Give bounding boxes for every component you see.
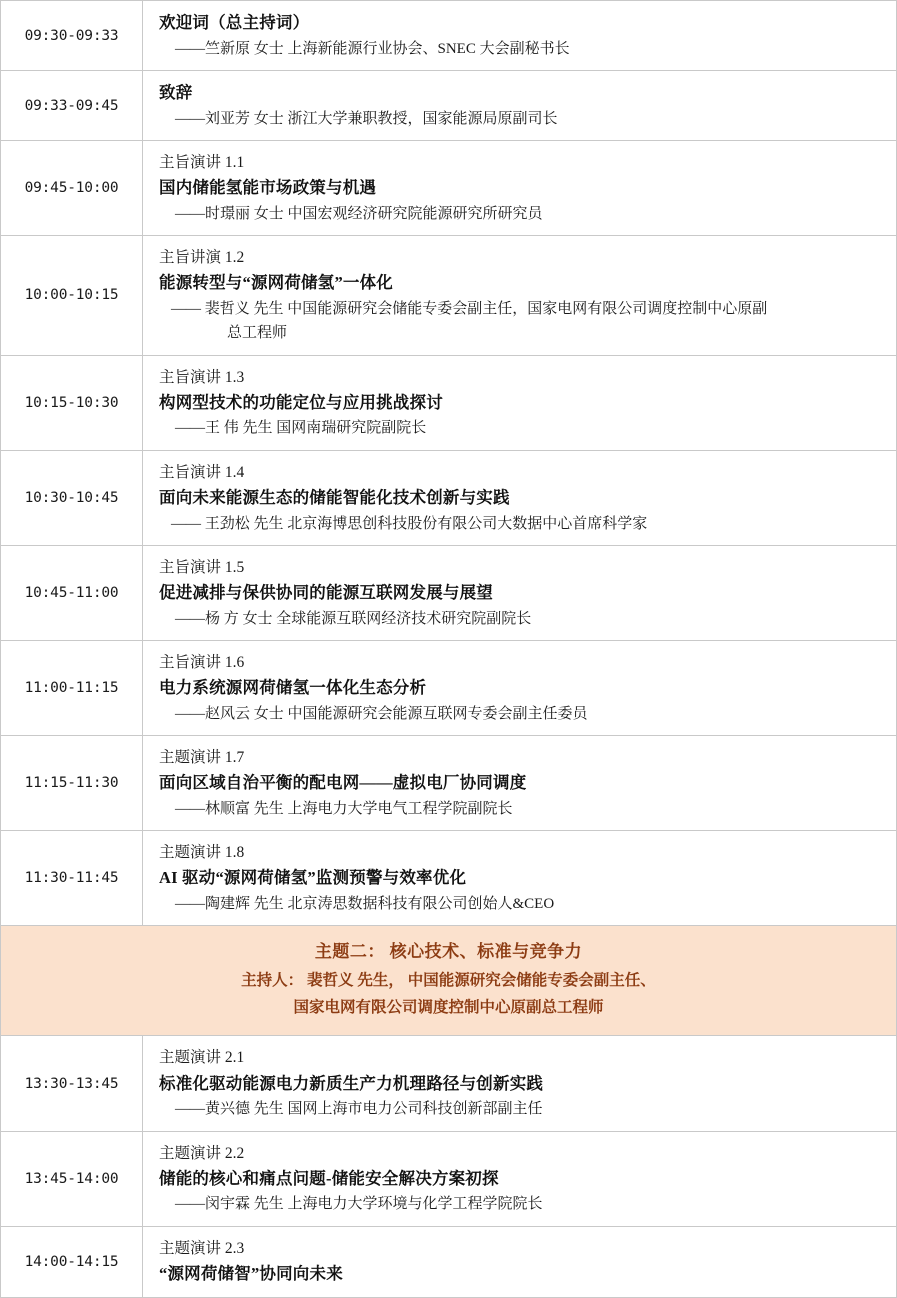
- session-label: 主题演讲 1.8: [159, 844, 245, 862]
- time-cell: 10:45-11:00: [1, 545, 143, 640]
- session-speaker: ——刘亚芳 女士 浙江大学兼职教授，国家能源局原副司长: [175, 110, 558, 127]
- session-label: 主旨演讲 1.3: [159, 368, 245, 386]
- table-row: [1, 1226, 897, 1297]
- section-header-row: [1, 926, 897, 1036]
- session-label: 主旨演讲 1.5: [159, 558, 245, 576]
- content-cell: [143, 1226, 897, 1297]
- section-header-cell: [1, 926, 897, 1036]
- session-title: 促进减排与保供协同的能源互联网发展与展望: [159, 582, 493, 602]
- time-cell: 13:30-13:45: [1, 1036, 143, 1131]
- session-speaker: —— 裴哲义 先生 中国能源研究会储能专委会副主任，国家电网有限公司调度控制中心原副: [171, 300, 768, 317]
- table-row: [1, 236, 897, 355]
- agenda-table-body: [1, 1, 897, 1298]
- session-title: 面向区域自治平衡的配电网——虚拟电厂协同调度: [159, 773, 527, 793]
- session-title: 国内储能氢能市场政策与机遇: [159, 178, 377, 198]
- table-row: [1, 71, 897, 141]
- content-cell: [143, 355, 897, 450]
- time-cell: 13:45-14:00: [1, 1131, 143, 1226]
- session-speaker: ——闵宇霖 先生 上海电力大学环境与化学工程学院院长: [175, 1196, 543, 1213]
- session-speaker: —— 王劲松 先生 北京海博思创科技股份有限公司大数据中心首席科学家: [171, 515, 648, 532]
- section-host-continued: 国家电网有限公司调度控制中心原副总工程师: [293, 999, 604, 1017]
- session-label: 主题演讲 2.3: [159, 1239, 245, 1257]
- session-label: 主旨讲演 1.2: [159, 249, 245, 267]
- session-title: AI 驱动“源网荷储氢”监测预警与效率优化: [159, 868, 467, 888]
- table-row: [1, 831, 897, 926]
- content-cell: [143, 1131, 897, 1226]
- session-speaker: ——黄兴德 先生 国网上海市电力公司科技创新部副主任: [175, 1101, 543, 1118]
- time-cell: 10:15-10:30: [1, 355, 143, 450]
- time-cell: 09:30-09:33: [1, 1, 143, 71]
- session-speaker: ——王 伟 先生 国网南瑞研究院副院长: [175, 420, 427, 437]
- session-speaker: ——时璟丽 女士 中国宏观经济研究院能源研究所研究员: [175, 205, 543, 222]
- table-row: [1, 1, 897, 71]
- session-label: 主旨演讲 1.1: [159, 154, 245, 172]
- session-speaker-continued: 总工程师: [227, 325, 288, 342]
- session-label: 主旨演讲 1.4: [159, 463, 245, 481]
- time-cell: 09:33-09:45: [1, 71, 143, 141]
- time-cell: 11:15-11:30: [1, 736, 143, 831]
- session-label: 主题演讲 2.1: [159, 1049, 245, 1067]
- session-title: “源网荷储智”协同向未来: [159, 1263, 343, 1283]
- session-title: 电力系统源网荷储氢一体化生态分析: [159, 678, 427, 698]
- session-title: 构网型技术的功能定位与应用挑战探讨: [159, 392, 443, 412]
- session-speaker: ——陶建辉 先生 北京涛思数据科技有限公司创始人&CEO: [175, 896, 555, 913]
- session-label: 主题演讲 1.7: [159, 749, 245, 767]
- section-host: 主持人： 裴哲义 先生， 中国能源研究会储能专委会副主任、: [241, 972, 656, 990]
- content-cell: [143, 831, 897, 926]
- session-title: 欢迎词（总主持词）: [159, 13, 310, 32]
- session-title: 储能的核心和痛点问题-储能安全解决方案初探: [159, 1168, 499, 1188]
- content-cell: [143, 450, 897, 545]
- session-title: 面向未来能源生态的储能智能化技术创新与实践: [159, 487, 510, 507]
- content-cell: [143, 545, 897, 640]
- time-cell: 11:00-11:15: [1, 640, 143, 735]
- table-row: [1, 545, 897, 640]
- session-title: 标准化驱动能源电力新质生产力机理路径与创新实践: [159, 1073, 544, 1093]
- table-row: [1, 450, 897, 545]
- content-cell: [143, 71, 897, 141]
- table-row: [1, 355, 897, 450]
- table-row: [1, 736, 897, 831]
- table-row: [1, 141, 897, 236]
- table-row: [1, 1036, 897, 1131]
- session-label: 主旨演讲 1.6: [159, 653, 245, 671]
- content-cell: [143, 141, 897, 236]
- content-cell: [143, 1036, 897, 1131]
- session-speaker: ——竺新原 女士 上海新能源行业协会、SNEC 大会副秘书长: [175, 40, 570, 57]
- time-cell: 09:45-10:00: [1, 141, 143, 236]
- time-cell: 10:00-10:15: [1, 236, 143, 355]
- session-speaker: ——林顺富 先生 上海电力大学电气工程学院副院长: [175, 800, 513, 817]
- content-cell: [143, 1, 897, 71]
- section-title: 主题二： 核心技术、标准与竞争力: [314, 942, 583, 962]
- session-speaker: ——赵风云 女士 中国能源研究会能源互联网专委会副主任委员: [175, 705, 588, 722]
- session-title: 能源转型与“源网荷储氢”一体化: [159, 273, 393, 293]
- time-cell: 14:00-14:15: [1, 1226, 143, 1297]
- session-speaker: ——杨 方 女士 全球能源互联网经济技术研究院副院长: [175, 610, 532, 627]
- session-title: 致辞: [159, 83, 193, 103]
- table-row: [1, 1131, 897, 1226]
- session-label: 主题演讲 2.2: [159, 1144, 245, 1162]
- content-cell: [143, 640, 897, 735]
- content-cell: [143, 236, 897, 355]
- content-cell: [143, 736, 897, 831]
- time-cell: 11:30-11:45: [1, 831, 143, 926]
- table-row: [1, 640, 897, 735]
- time-cell: 10:30-10:45: [1, 450, 143, 545]
